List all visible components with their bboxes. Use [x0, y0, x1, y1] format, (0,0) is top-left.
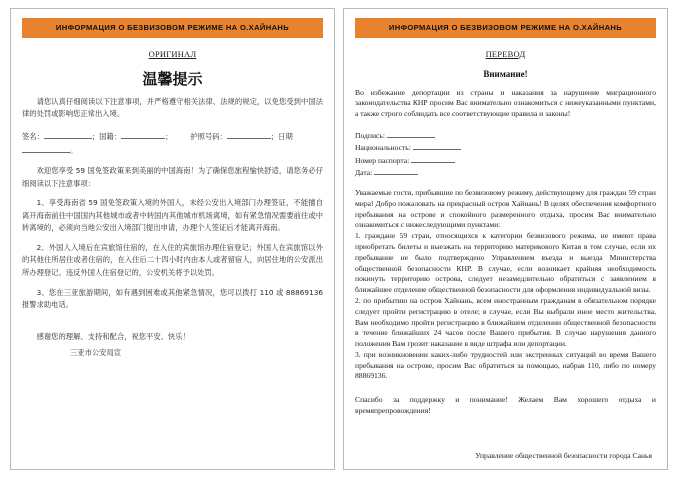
original-intro-paragraph: 请您认真仔细阅读以下注意事项，并严格遵守相关法律、法规的规定，以免您受到中国法律的处罚或影响您正常出入境。: [22, 96, 323, 119]
date-row: [355, 167, 656, 179]
passport-row: [355, 155, 656, 167]
original-signature: 三亚市公安局宣: [70, 348, 122, 358]
page-title-translation: Внимание!: [483, 68, 528, 79]
nationality-blank[interactable]: [121, 131, 165, 139]
date-blank[interactable]: [22, 145, 70, 153]
date-label: Дата:: [355, 167, 373, 177]
date-label: ；日期: [270, 131, 293, 141]
page-banner-original: ИНФОРМАЦИЯ О БЕЗВИЗОВОМ РЕЖИМЕ НА О.ХАЙНАНЬ: [22, 18, 323, 38]
passport-blank[interactable]: [227, 131, 271, 139]
document-kind-original: ОРИГИНАЛ: [148, 48, 197, 59]
date-blank[interactable]: [374, 167, 418, 175]
original-welcome-paragraph: 欢迎您享受 59 国免签政策来到美丽的中国海南！为了确保您旅程愉快舒适，请您务必仔细阅读以下注意事项：: [22, 166, 323, 188]
translation-intro-paragraph: Во избежание депортации из страны и наказания за нарушение миграционного законодательства КНР просим Вас внимательно ознакомиться с нижеуказанными пунктами, а также строго соблюдать все соответствующие правила и законы!: [355, 87, 656, 119]
original-item-2: 2、外国人入境后在宾旅馆住宿的，在入住的宾旅馆办理住宿登记；外国人在宾旅馆以外的其他住所居住或者住宿的，在入住后二十四小时内由本人或者留宿人，向居住地的公安派出所办理登记。违反外国人住宿登记的，公安机关将予以处罚。: [22, 242, 323, 277]
signature-blank[interactable]: [387, 130, 435, 138]
translation-item-2: 2. по прибытию на остров Хайнань, всем иностранным гражданам в обязательном порядке следует пройти регистрацию в отеле; в случае, если Вы выбрали иное место жительства, Вам необходимо пройти регистрацию в ближайшем отделении общественной безопасности в течение ближайших 24 часов после Вашего прибытия. В случае нарушения данного положения Вам грозит наказание в виде штрафа или депортации.: [355, 295, 656, 349]
nationality-row: [355, 142, 656, 154]
page-original: [10, 8, 335, 470]
passport-label: 护照号码：: [190, 131, 227, 141]
translation-welcome-paragraph: Уважаемые гости, прибывшие по безвизовому режиму, действующему для граждан 59 стран мира! Добро пожаловать на прекрасный остров Хайнань! В целях обеспечения комфортного пребывания на острове и спокойного размеренного отдыха, просим Вас внимательно ознакомиться с нижеследующими пунктами:: [355, 188, 656, 230]
original-thanks: 感谢您的理解、支持和配合，祝您平安、快乐！: [36, 331, 190, 341]
form-trailing: 。: [70, 145, 78, 155]
translation-signature: Управление общественной безопасности города Санья: [475, 450, 652, 460]
original-form-fields: 签名： ；国籍： ； 护照号码： ；日期 。: [22, 131, 293, 155]
original-body: [22, 96, 323, 360]
translation-body: [355, 88, 656, 462]
signature-label: Подпись:: [355, 130, 385, 140]
original-item-3: 3、您在三亚旅游期间，如有遇到困难或其他紧急情况，您可以拨打 110 或 88869136 报警求助电话。: [22, 287, 323, 310]
original-item-1: 1、享受海南省 59 国免签政策入境的外国人，未经公安出入境部门办理签证，不能擅自离开海南前往中国国内其他城市或者中转国内其他城市机场离境，如有紧急情况需要前往或中转离境的，必须向当地公安出入境部门提出申请，办理个人签证后才能离开海南。: [22, 198, 323, 233]
signature-label: 签名：: [22, 131, 44, 141]
translation-item-1: 1. граждане 59 стран, относящихся к категории безвизового режима, не имеют права приобретать билеты и выезжать на территорию материкового Китая в том случае, если их пребывание не было подтверждено Управлением въезда и выезда Министерства общественной безопасности КНР. В случае, если возникает крайняя необходимость покинуть территорию острова, следует незамедлительно обратиться с заявлением в ближайшее отделение общественной безопасности для оформления индивидуальной визы.: [355, 231, 656, 295]
signature-row: [355, 130, 656, 142]
page-banner-translation: ИНФОРМАЦИЯ О БЕЗВИЗОВОМ РЕЖИМЕ НА О.ХАЙНАНЬ: [355, 18, 656, 38]
passport-label: Номер паспорта:: [355, 155, 410, 165]
translation-item-3: 3. при возникновении каких-либо трудностей или экстренных ситуаций во время Вашего пребывания на острове, просим Вас обратиться за помощью, набрав 110, либо по номеру 88869136.: [355, 349, 656, 381]
page-translation: [343, 8, 668, 470]
nationality-label: Национальность:: [355, 143, 411, 153]
page-title-original: 温馨提示: [142, 69, 203, 88]
nationality-label: ；国籍：: [91, 131, 122, 141]
signature-blank[interactable]: [44, 131, 92, 139]
translation-form-fields: [355, 130, 656, 179]
document-kind-translation: ПЕРЕВОД: [485, 48, 526, 59]
translation-thanks: Спасибо за поддержку и понимание! Желаем Вам хорошего отдыха и времяпрепровождения!: [355, 395, 656, 415]
passport-blank[interactable]: [411, 155, 455, 163]
nationality-blank[interactable]: [413, 142, 461, 150]
